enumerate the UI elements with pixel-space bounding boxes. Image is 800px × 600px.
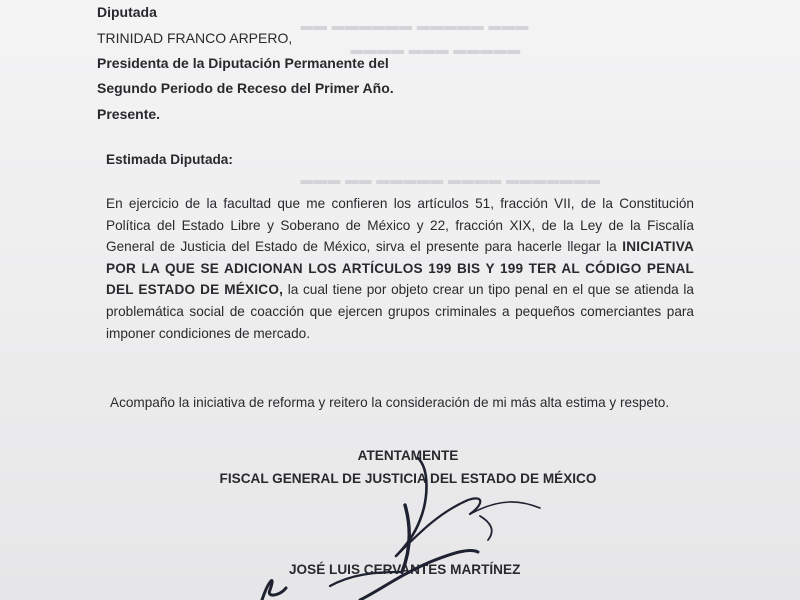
atentamente: ATENTAMENTE (357, 448, 459, 463)
body-text-part2: la cual tiene por objeto crear un tipo penal en el que se atienda la problemática social de coacción que ejercen grupos criminales a pequeños comerciantes para imponer condiciones de mercado. (106, 282, 694, 341)
body-text-part1: En ejercicio de la facultad que me confieren los artículos 51, fracción VII, de la Constitución Política del Estado Libre y Soberano de México y 22, fracción XIX, de la Ley de la Fiscalía General de Justicia del Estado de México, sirva el presente para hacerle llegar la (106, 196, 694, 255)
bleed-through-mark: ▬▬▬ ▬▬▬▬▬ ▬▬▬▬▬▬ ▬▬ (300, 18, 529, 33)
bleed-through-mark: ▬▬▬▬▬▬▬ ▬▬▬▬ ▬▬▬▬▬ ▬▬ ▬▬▬ (300, 172, 600, 187)
signer-name: JOSÉ LUIS CERVANTES MARTÍNEZ (289, 562, 521, 577)
bleed-through-mark: ▬▬▬▬▬ ▬▬▬ ▬▬▬▬ (350, 42, 521, 57)
recipient-name: TRINIDAD FRANCO ARPERO, (97, 30, 293, 46)
presente: Presente. (97, 106, 161, 122)
salutation-title: Diputada (97, 4, 157, 20)
recipient-role-line1: Presidenta de la Diputación Permanente del (97, 55, 389, 71)
recipient-role-line2: Segundo Periodo de Receso del Primer Año. (97, 80, 394, 96)
greeting: Estimada Diputada: (106, 152, 233, 167)
closing-sentence: Acompaño la iniciativa de reforma y reitero la consideración de mi más alta estima y respeto. (110, 395, 670, 410)
office-title: FISCAL GENERAL DE JUSTICIA DEL ESTADO DE MÉXICO (219, 471, 597, 486)
initiative-title: INICIATIVA POR LA QUE SE ADICIONAN LOS ARTÍCULOS 199 BIS Y 199 TER AL CÓDIGO PENAL DEL ESTADO DE MÉXICO, (106, 239, 694, 298)
